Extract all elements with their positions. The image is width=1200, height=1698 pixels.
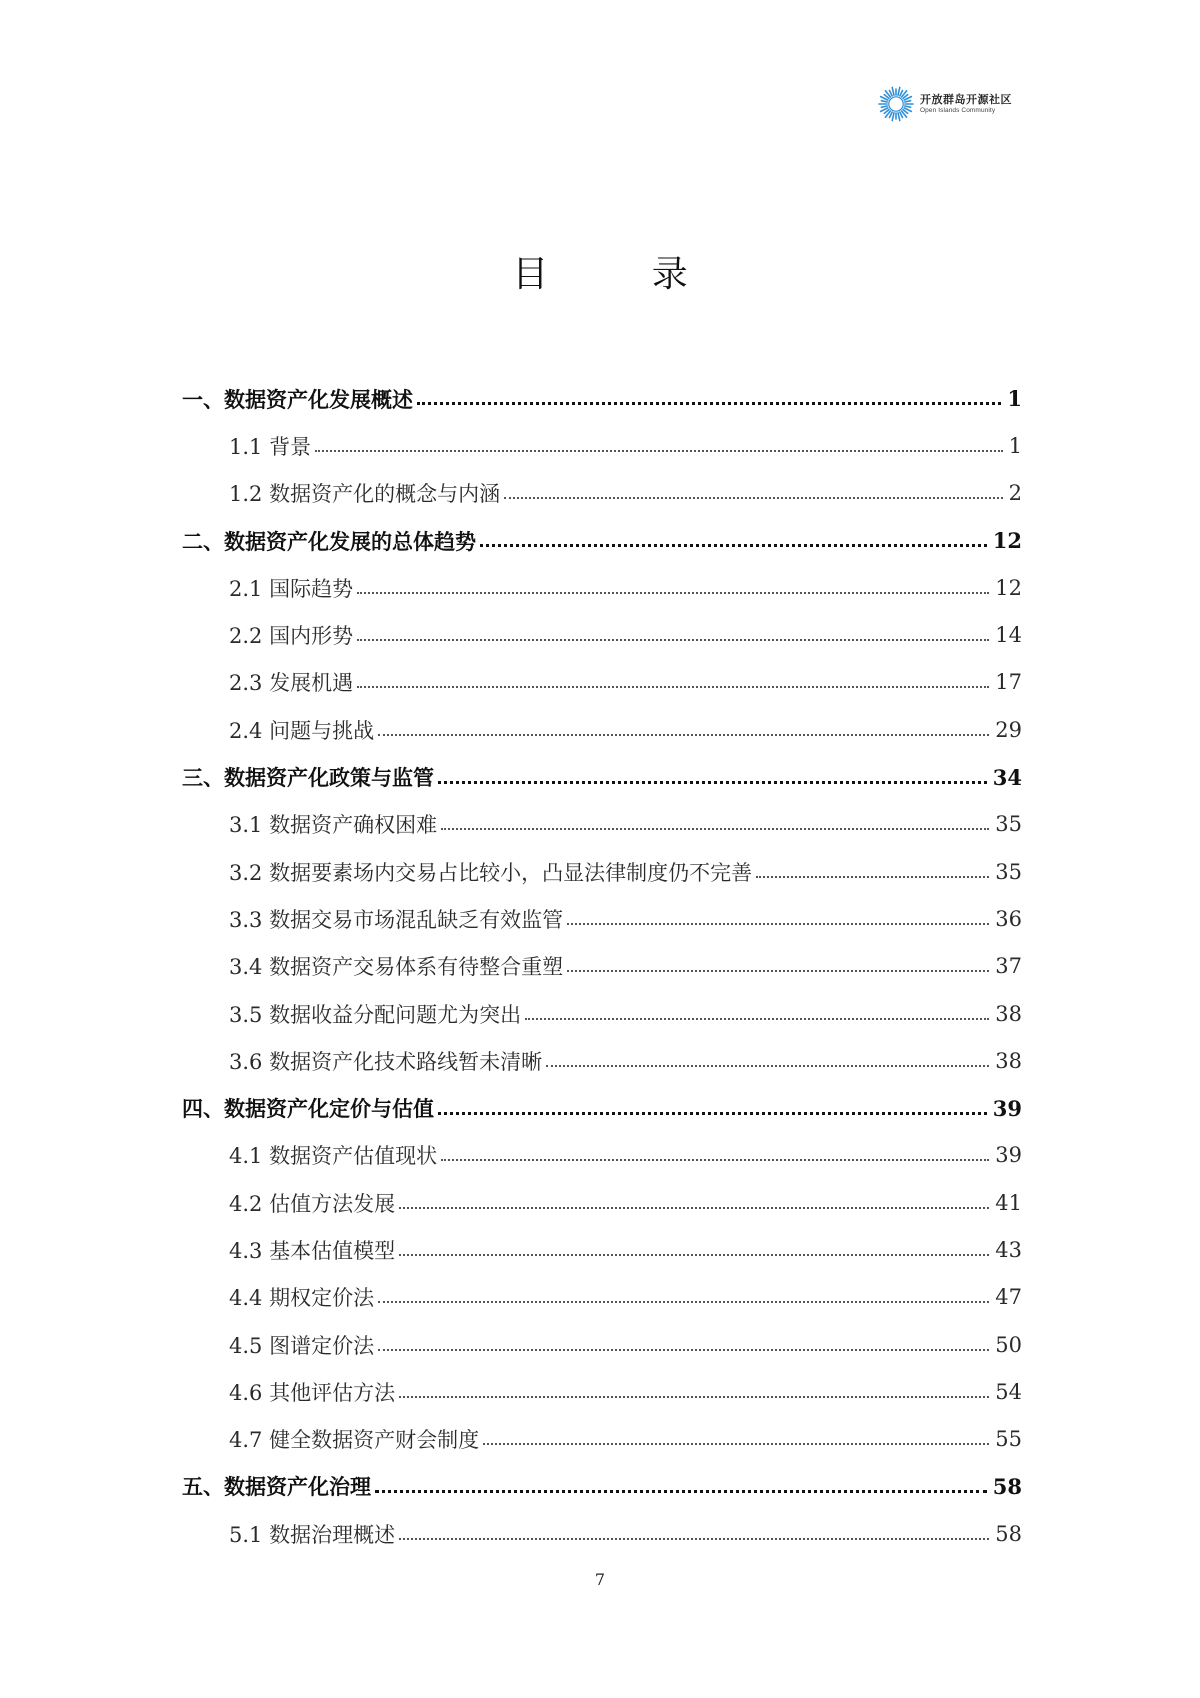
- toc-entry-title: 五、数据资产化治理: [182, 1475, 371, 1500]
- toc-entry-page-number: 43: [995, 1237, 1022, 1262]
- toc-entry-title: 4.2 估值方法发展: [229, 1191, 396, 1216]
- toc-chapter-entry[interactable]: [182, 517, 1022, 564]
- toc-section-entry[interactable]: [182, 1037, 1022, 1084]
- toc-dot-leader: [480, 544, 987, 547]
- toc-section-entry[interactable]: [182, 848, 1022, 895]
- toc-dot-leader: [441, 1159, 989, 1161]
- toc-dot-leader: [378, 1301, 989, 1303]
- toc-entry-title: 3.1 数据资产确权困难: [229, 813, 438, 838]
- toc-dot-leader: [399, 1396, 989, 1398]
- toc-entry-page-number: 54: [995, 1379, 1022, 1404]
- toc-entry-title: 4.3 基本估值模型: [229, 1238, 396, 1263]
- toc-entry-title: 四、数据资产化定价与估值: [182, 1097, 434, 1122]
- toc-dot-leader: [504, 497, 1003, 499]
- toc-entry-page-number: 38: [995, 1001, 1022, 1026]
- toc-entry-page-number: 37: [995, 954, 1022, 979]
- logo-text: [920, 94, 1012, 115]
- toc-dot-leader: [483, 1443, 989, 1445]
- toc-dot-leader: [567, 923, 989, 925]
- toc-entry-title: 3.4 数据资产交易体系有待整合重塑: [229, 955, 564, 980]
- toc-dot-leader: [399, 1254, 989, 1256]
- toc-entry-title: 4.5 图谱定价法: [229, 1333, 375, 1358]
- toc-entry-title: 4.7 健全数据资产财会制度: [229, 1428, 480, 1453]
- toc-section-entry[interactable]: [182, 564, 1022, 611]
- toc-entry-page-number: 34: [992, 764, 1022, 790]
- toc-entry-title: 1.2 数据资产化的概念与内涵: [229, 482, 501, 507]
- toc-entry-page-number: 50: [995, 1332, 1022, 1357]
- toc-dot-leader: [546, 1065, 989, 1067]
- toc-entry-page-number: 38: [995, 1048, 1022, 1073]
- toc-entry-page-number: 1: [1007, 386, 1022, 412]
- toc-section-entry[interactable]: [182, 1510, 1022, 1557]
- toc-entry-title: 4.4 期权定价法: [229, 1286, 375, 1311]
- logo-chinese-name: 开放群岛开源社区: [920, 92, 1012, 106]
- logo-english-name: Open Islands Community: [920, 106, 996, 114]
- toc-chapter-entry[interactable]: [182, 1463, 1022, 1510]
- toc-entry-title: 3.6 数据资产化技术路线暂未清晰: [229, 1049, 543, 1074]
- toc-entry-page-number: 12: [995, 575, 1022, 600]
- toc-entry-title: 2.2 国内形势: [229, 624, 354, 649]
- toc-dot-leader: [399, 1207, 989, 1209]
- toc-entry-page-number: 2: [1008, 481, 1022, 506]
- open-islands-logo-icon: [878, 86, 914, 122]
- toc-entry-page-number: 55: [995, 1427, 1022, 1452]
- toc-section-entry[interactable]: [182, 1368, 1022, 1415]
- toc-entry-title: 4.1 数据资产估值现状: [229, 1144, 438, 1169]
- toc-entry-page-number: 12: [992, 528, 1022, 554]
- toc-dot-leader: [441, 828, 989, 830]
- toc-section-entry[interactable]: [182, 1274, 1022, 1321]
- toc-entry-title: 二、数据资产化发展的总体趋势: [182, 529, 476, 554]
- header-logo: [878, 86, 1012, 122]
- toc-section-entry[interactable]: [182, 470, 1022, 517]
- toc-section-entry[interactable]: [182, 1179, 1022, 1226]
- toc-dot-leader: [375, 1490, 987, 1493]
- toc-entry-page-number: 14: [995, 623, 1022, 648]
- toc-dot-leader: [357, 592, 989, 594]
- toc-entry-page-number: 39: [992, 1095, 1022, 1121]
- toc-entry-title: 三、数据资产化政策与监管: [182, 766, 434, 791]
- toc-entry-page-number: 41: [995, 1190, 1022, 1215]
- toc-chapter-entry[interactable]: [182, 753, 1022, 800]
- toc-section-entry[interactable]: [182, 611, 1022, 658]
- toc-entry-title: 一、数据资产化发展概述: [182, 387, 413, 412]
- toc-entry-title: 3.3 数据交易市场混乱缺乏有效监管: [229, 907, 564, 932]
- toc-entry-page-number: 47: [995, 1285, 1022, 1310]
- toc-entry-title: 4.6 其他评估方法: [229, 1380, 396, 1405]
- toc-dot-leader: [399, 1538, 989, 1540]
- toc-entry-page-number: 58: [992, 1473, 1022, 1499]
- toc-entry-title: 1.1 背景: [229, 434, 312, 459]
- toc-dot-leader: [438, 1112, 987, 1115]
- toc-entry-page-number: 1: [1008, 433, 1022, 458]
- toc-section-entry[interactable]: [182, 943, 1022, 990]
- toc-section-entry[interactable]: [182, 422, 1022, 469]
- toc-dot-leader: [417, 402, 1001, 405]
- toc-section-entry[interactable]: [182, 1132, 1022, 1179]
- toc-entry-page-number: 35: [995, 812, 1022, 837]
- toc-entry-title: 2.4 问题与挑战: [229, 718, 375, 743]
- toc-entry-title: 2.3 发展机遇: [229, 671, 354, 696]
- toc-dot-leader: [378, 1349, 989, 1351]
- toc-entry-page-number: 17: [995, 670, 1022, 695]
- toc-dot-leader: [357, 639, 989, 641]
- toc-dot-leader: [378, 734, 989, 736]
- toc-section-entry[interactable]: [182, 1226, 1022, 1273]
- toc-entry-title: 3.2 数据要素场内交易占比较小，凸显法律制度仍不完善: [229, 860, 753, 885]
- toc-entry-title: 5.1 数据治理概述: [229, 1522, 396, 1547]
- toc-dot-leader: [567, 970, 989, 972]
- table-of-contents: [182, 375, 1022, 1557]
- toc-section-entry[interactable]: [182, 1416, 1022, 1463]
- toc-dot-leader: [438, 781, 987, 784]
- toc-entry-page-number: 35: [995, 859, 1022, 884]
- toc-dot-leader: [525, 1018, 989, 1020]
- toc-dot-leader: [756, 876, 989, 878]
- page-title: 目 录: [512, 254, 734, 295]
- toc-entry-title: 2.1 国际趋势: [229, 576, 354, 601]
- toc-entry-page-number: 29: [995, 717, 1022, 742]
- toc-dot-leader: [315, 450, 1003, 452]
- toc-section-entry[interactable]: [182, 801, 1022, 848]
- page-number: 7: [594, 1570, 606, 1589]
- toc-entry-page-number: 36: [995, 906, 1022, 931]
- toc-section-entry[interactable]: [182, 659, 1022, 706]
- toc-section-entry[interactable]: [182, 706, 1022, 753]
- toc-section-entry[interactable]: [182, 1321, 1022, 1368]
- toc-entry-title: 3.5 数据收益分配问题尤为突出: [229, 1002, 522, 1027]
- toc-entry-page-number: 39: [995, 1143, 1022, 1168]
- toc-chapter-entry[interactable]: [182, 375, 1022, 422]
- toc-section-entry[interactable]: [182, 895, 1022, 942]
- toc-entry-page-number: 58: [995, 1521, 1022, 1546]
- toc-section-entry[interactable]: [182, 990, 1022, 1037]
- toc-chapter-entry[interactable]: [182, 1084, 1022, 1131]
- toc-dot-leader: [357, 686, 989, 688]
